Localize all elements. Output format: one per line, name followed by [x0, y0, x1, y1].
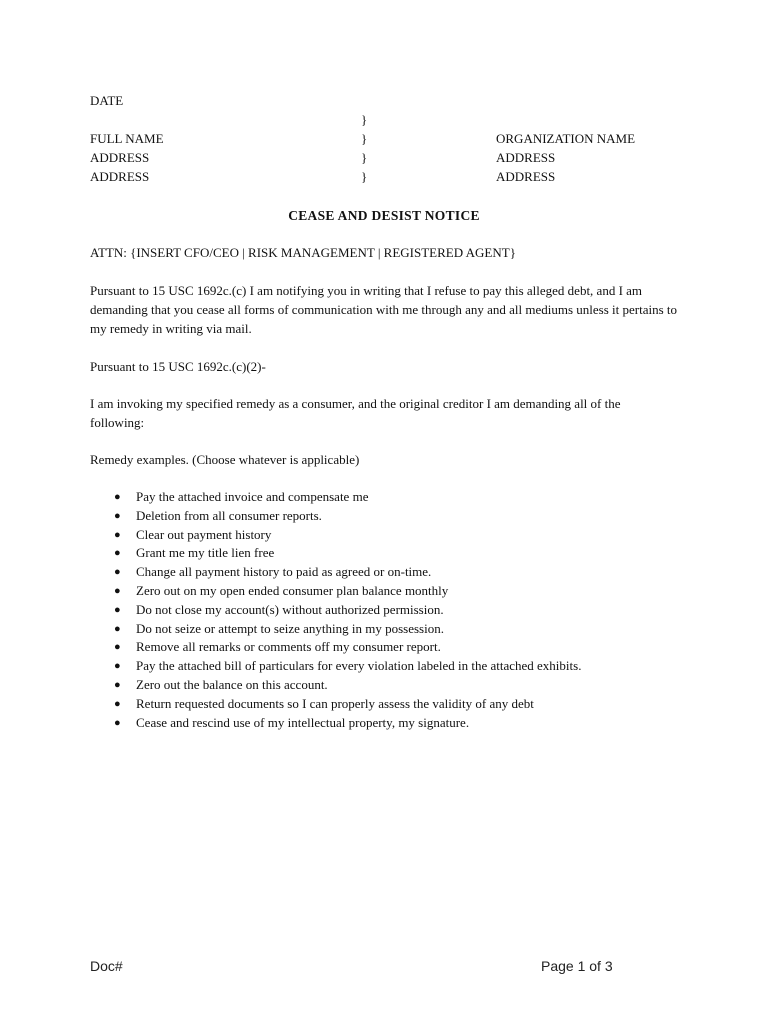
list-item-text: Change all payment history to paid as agreed or on-time.: [136, 564, 432, 580]
brace-4: }: [361, 169, 368, 184]
list-item: [90, 526, 710, 545]
bullet-icon: ●: [114, 603, 121, 616]
list-item: [90, 714, 710, 733]
bullet-icon: ●: [114, 716, 121, 729]
list-item-text: Pay the attached invoice and compensate me: [136, 489, 369, 504]
list-item: [90, 582, 710, 601]
recipient-address-2: ADDRESS: [496, 169, 556, 184]
list-item-text: Cease and rescind use of my intellectual property, my signature.: [136, 714, 470, 730]
sender-address-2: ADDRESS: [90, 169, 150, 184]
bullet-icon: ●: [114, 528, 121, 541]
list-item-text: Deletion from all consumer reports.: [136, 507, 322, 523]
recipient-address-1: ADDRESS: [496, 150, 556, 165]
list-item: [90, 657, 710, 676]
list-item: [90, 507, 710, 526]
list-item: [90, 620, 710, 639]
brace-2: }: [361, 131, 368, 146]
bullet-icon: ●: [114, 584, 121, 597]
paragraph-remedy: I am invoking my specified remedy as a consumer, and the original creditor I am demanding all of the following:: [90, 396, 621, 430]
list-item: [90, 544, 710, 563]
bullet-icon: ●: [114, 509, 121, 522]
list-item-text: Zero out on my open ended consumer plan balance monthly: [136, 582, 449, 598]
sender-address-1: ADDRESS: [90, 150, 150, 165]
bullet-icon: ●: [114, 547, 121, 560]
bullet-icon: ●: [114, 641, 121, 654]
attn-line: ATTN: {INSERT CFO/CEO | RISK MANAGEMENT | REGISTERED AGENT}: [90, 245, 516, 260]
footer-page-number: Page 1 of 3: [541, 958, 613, 974]
list-item: [90, 676, 710, 695]
paragraph-pursuant: Pursuant to 15 USC 1692c.(c)(2)-: [90, 359, 266, 374]
paragraph-notification: Pursuant to 15 USC 1692c.(c) I am notifying you in writing that I refuse to pay this alleged debt, and I am demanding that you cease all forms of communication with me through any and all mediums unless it pertains to my remedy in writing via mail.: [90, 283, 678, 336]
list-item-text: Grant me my title lien free: [136, 545, 275, 561]
sender-name: FULL NAME: [90, 131, 164, 146]
bullet-icon: ●: [114, 697, 121, 710]
remedy-list: [90, 488, 710, 732]
brace-3: }: [361, 150, 368, 165]
list-item: [90, 695, 710, 714]
list-item: [90, 601, 710, 620]
list-item: [90, 488, 710, 507]
date-line: DATE: [90, 93, 124, 108]
list-item-text: Pay the attached bill of particulars for every violation labeled in the attached exhibits.: [136, 658, 582, 674]
footer-doc-number: Doc#: [90, 958, 123, 974]
list-item-text: Zero out the balance on this account.: [136, 676, 328, 692]
brace-1: }: [361, 112, 368, 127]
recipient-name: ORGANIZATION NAME: [496, 131, 636, 146]
bullet-icon: ●: [114, 622, 121, 635]
bullet-icon: ●: [114, 566, 121, 579]
notice-title: CEASE AND DESIST NOTICE: [288, 208, 480, 223]
bullet-icon: ●: [114, 660, 121, 673]
bullet-icon: ●: [114, 491, 121, 503]
list-item-text: Return requested documents so I can properly assess the validity of any debt: [136, 695, 534, 711]
list-item-text: Remove all remarks or comments off my consumer report.: [136, 639, 441, 655]
list-item: [90, 563, 710, 582]
list-item-text: Clear out payment history: [136, 526, 272, 542]
list-item-text: Do not seize or attempt to seize anything in my possession.: [136, 620, 444, 636]
list-item-text: Do not close my account(s) without authorized permission.: [136, 601, 444, 617]
list-item: [90, 638, 710, 657]
bullet-icon: ●: [114, 678, 121, 691]
paragraph-remedy-examples: Remedy examples. (Choose whatever is applicable): [90, 452, 360, 467]
